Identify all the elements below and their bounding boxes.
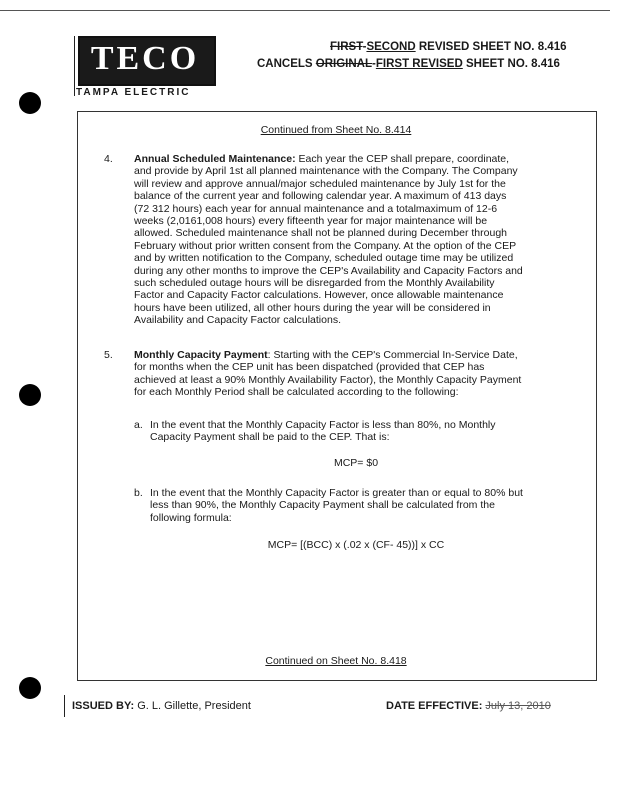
issued-by: [72, 700, 251, 712]
section-5-title: Monthly Capacity Payment: [134, 349, 268, 361]
sheet-title: REVISED SHEET NO. 8.416: [418, 41, 567, 53]
item-a-label: a.: [134, 419, 143, 431]
punch-hole: [19, 92, 41, 114]
issued-label: ISSUED BY:: [72, 700, 135, 712]
cancels-line: CANCELS ORIGINAL-FIRST REVISED SHEET NO. 8.416: [257, 58, 560, 70]
inserted-text: SECOND: [366, 41, 416, 53]
cancels-label: CANCELS: [257, 58, 313, 70]
struck-text: FIRST: [330, 41, 363, 53]
top-rule: [0, 10, 610, 11]
item-a-text: In the event that the Monthly Capacity Factor is less than 80%, no Monthly Capacity Payment shall be paid to the CEP. That is:: [150, 419, 496, 444]
logo-rule: [74, 36, 75, 96]
section-4-number: 4.: [104, 153, 113, 165]
formula-a: MCP= $0: [333, 457, 379, 469]
formula-b: MCP= [(BCC) x (.02 x (CF- 45))] x CC: [267, 539, 445, 551]
item-b-label: b.: [134, 487, 143, 499]
struck-text: ORIGINAL: [315, 58, 373, 70]
section-4-title: Annual Scheduled Maintenance:: [134, 153, 296, 165]
effective-value: July 13, 2010: [485, 700, 551, 712]
effective-label: DATE EFFECTIVE:: [386, 700, 483, 712]
sheet-number-line: FIRST-SECOND REVISED SHEET NO. 8.416: [330, 41, 567, 53]
teco-logo: TECO: [90, 40, 200, 77]
section-4-text: Annual Scheduled Maintenance: Each year the CEP shall prepare, coordinate, and provide by April 1st all planned maintenance with the Company. The Company will review and approve annual/major scheduled maintenance by July 1st for the balance of the current year and following calendar year. A maximum of 413 days (72 312 hours) each year for annual maintenance and a totalmaximum of 12-6 weeks (2,0161,008 hours) every fifteenth year for major maintenance will be allowed. Scheduled maintenance shall not be planned during December through February without prior written consent from the Company. At the option of the CEP and by written notification to the Company, scheduled outage time may be utilized during any other months to improve the CEP's Availability and Capacity Factors and such scheduled outage hours will be disregarded from the Monthly Availability Factor and Capacity Factor calculations. However, once allowable maintenance hours have been utilized, all other hours during the year will be considered in Availability and Capacity Factor calculations.: [134, 153, 523, 327]
logo-subtitle: TAMPA ELECTRIC: [76, 87, 191, 98]
date-effective: [386, 700, 551, 712]
inserted-text: FIRST REVISED: [375, 58, 463, 70]
item-b-text: In the event that the Monthly Capacity Factor is greater than or equal to 80% but less than 90%, the Monthly Capacity Payment shall be calculated from the following formula:: [150, 487, 523, 524]
issued-value: G. L. Gillette, President: [137, 700, 251, 712]
punch-hole: [19, 384, 41, 406]
continued-on: Continued on Sheet No. 8.418: [265, 655, 407, 667]
punch-hole: [19, 677, 41, 699]
section-5-text: Monthly Capacity Payment: Starting with the CEP's Commercial In-Service Date, for months when the CEP unit has been dispatched (provided that CEP has achieved at least a 90% Monthly Availability Factor), the Monthly Capacity Payment for each Monthly Period shall be calculated according to the following:: [134, 349, 522, 399]
footer-rule: [64, 695, 65, 717]
continued-from: Continued from Sheet No. 8.414: [260, 124, 412, 136]
section-5-number: 5.: [104, 349, 113, 361]
cancels-sheet: SHEET NO. 8.416: [465, 58, 560, 70]
